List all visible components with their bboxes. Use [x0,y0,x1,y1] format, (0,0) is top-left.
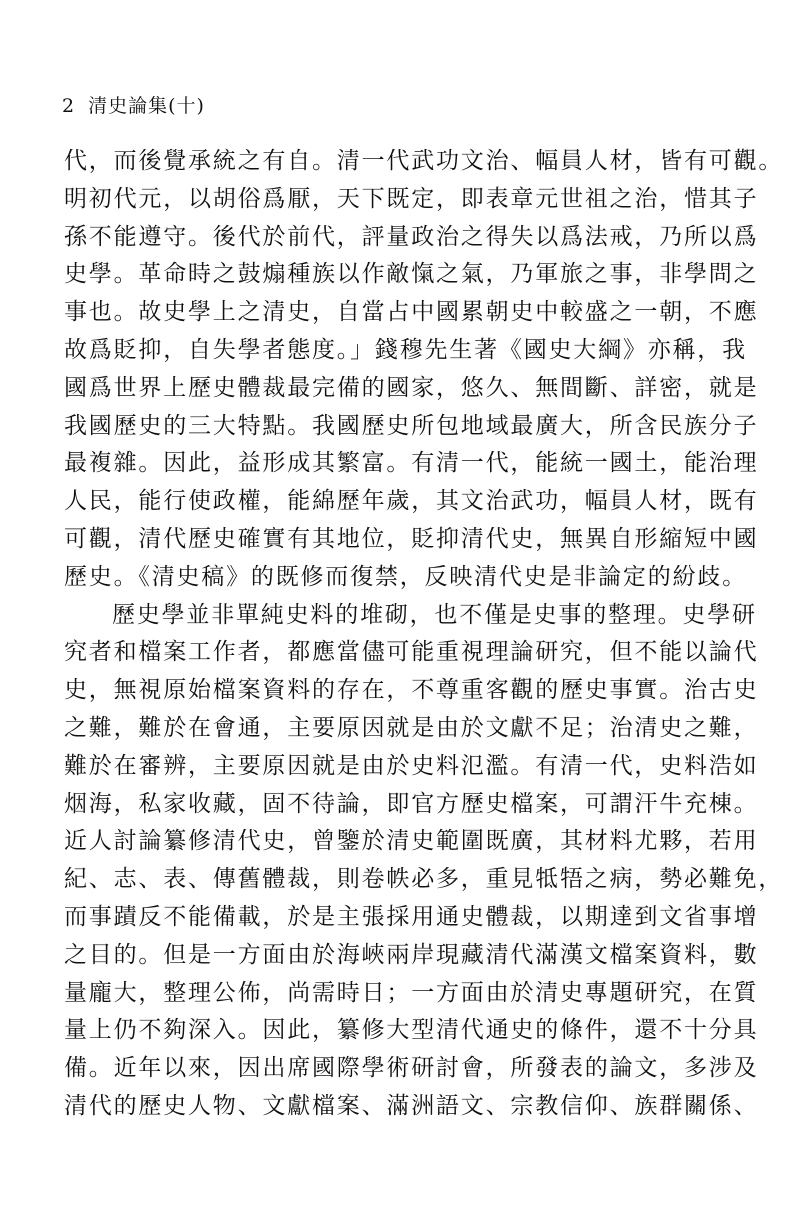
text-line: 之目的。但是一方面由於海峽兩岸現藏清代滿漢文檔案資料，數 [64,941,759,968]
text-line: 烟海，私家收藏，固不待論，即官方歷史檔案，可謂汗牛充棟。 [64,790,759,817]
text-line: 我國歷史的三大特點。我國歷史所包地域最廣大，所含民族分子 [64,412,759,439]
text-line: 難於在審辨，主要原因就是由於史料氾濫。有清一代，史料浩如 [64,752,759,779]
text-line: 國爲世界上歷史體裁最完備的國家，悠久、無間斷、詳密，就是 [64,374,759,401]
text-line: 量上仍不夠深入。因此，纂修大型清代通史的條件，還不十分具 [64,1017,759,1044]
text-line: 量龐大，整理公佈，尚需時日；一方面由於清史專題研究，在質 [64,979,759,1006]
text-line: 紀、志、表、傳舊體裁，則卷帙必多，重見牴牾之病，勢必難免， [64,866,784,893]
text-line: 史學。革命時之鼓煽種族以作敵愾之氣，乃軍旅之事，非學問之 [64,261,759,288]
text-line: 代，而後覺承統之有自。清一代武功文治、幅員人材，皆有可觀。 [64,148,784,174]
text-line: 故爲貶抑，自失學者態度。」錢穆先生著《國史大綱》亦稱，我 [64,336,747,363]
paragraph-1 [64,143,784,597]
body-text [64,143,784,1126]
text-line-indented: 歷史學並非單純史料的堆砌，也不僅是史事的整理。史學研 [112,601,757,628]
text-line: 近人討論纂修清代史，曾鑒於清史範圍既廣，其材料尤夥，若用 [64,828,759,855]
text-line: 之難，難於在會通，主要原因就是由於文獻不足；治清史之難， [64,714,759,741]
text-line: 歷史。《清史稿》的既修而復禁，反映清代史是非論定的紛歧。 [64,563,747,590]
text-line: 究者和檔案工作者，都應當儘可能重視理論研究，但不能以論代 [64,639,759,666]
text-line: 可觀，清代歷史確實有其地位，貶抑清代史，無異自形縮短中國 [64,525,759,552]
text-line: 最複雜。因此，益形成其繁富。有清一代，能統一國土，能治理 [64,450,759,477]
text-line: 備。近年以來，因出席國際學術研討會，所發表的論文，多涉及 [64,1055,759,1082]
text-line: 孫不能遵守。後代於前代，評量政治之得失以爲法戒，乃所以爲 [64,223,759,250]
text-line: 而事蹟反不能備載，於是主張採用通史體裁，以期達到文省事增 [64,903,759,930]
text-line: 人民，能行使政權，能綿歷年歲，其文治武功，幅員人材，既有 [64,488,759,515]
text-line: 明初代元，以胡俗爲厭，天下既定，即表章元世祖之治，惜其子 [64,185,759,212]
paragraph-2 [64,597,784,1126]
text-line: 史，無視原始檔案資料的存在，不尊重客觀的歷史事實。治古史 [64,677,759,704]
running-header [62,92,205,120]
book-title: 清史論集(⼗) [88,95,205,117]
page-number: 2 [62,95,75,117]
text-line: 事也。故史學上之清史，自當占中國累朝史中較盛之一朝，不應 [64,299,759,326]
text-line: 清代的歷史人物、文獻檔案、滿洲語文、宗教信仰、族群關係、 [64,1092,759,1119]
